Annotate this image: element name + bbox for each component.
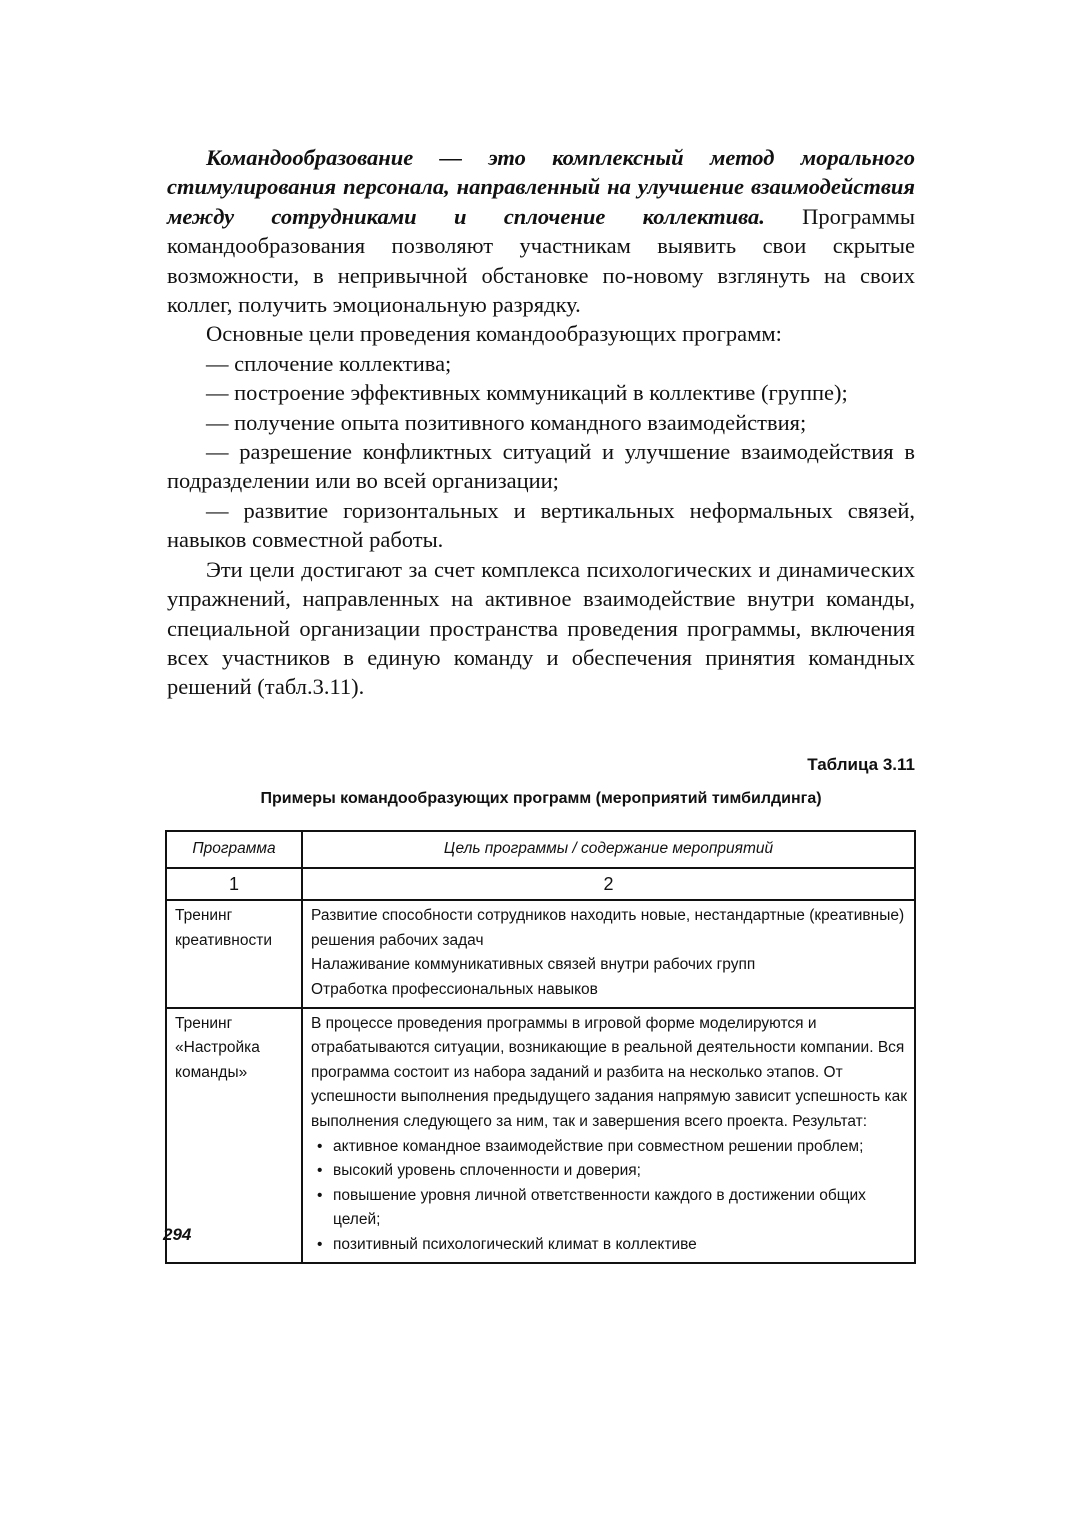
intro-definition: Командообразование — это комплексный метод морального стимулирования персонала, направленный на улучшение взаимодействия между сотрудниками и сплочение коллектива. <box>167 145 915 229</box>
conclusion-paragraph: Эти цели достигают за счет комплекса психологических и динамических упражнений, направленных на активное взаимодействие внутри команды, специальной организации пространства проведения программы, включения всех участников в единую команду и обеспечения принятия командных решений (табл.3.11). <box>167 556 915 700</box>
header-program: Программа <box>166 831 302 868</box>
header-goal: Цель программы / содержание мероприятий <box>302 831 915 868</box>
result-item: • позитивный психологический климат в коллективе <box>311 1233 908 1258</box>
programs-table <box>165 830 916 1264</box>
body-text <box>167 143 915 702</box>
goal-item: — получение опыта позитивного командного взаимодействия; <box>206 409 807 435</box>
table-row <box>166 1008 915 1263</box>
column-number: 2 <box>302 868 915 901</box>
column-number-row <box>166 868 915 901</box>
description-line: Развитие способности сотрудников находить новые, нестандартные (креативные) решения рабочих задач <box>311 907 905 949</box>
table-title: Примеры командообразующих программ (мероприятий тимбилдинга) <box>260 790 822 807</box>
program-description <box>302 1008 915 1263</box>
description-line: Отработка профессиональных навыков <box>311 980 598 998</box>
description-text: В процессе проведения программы в игровой форме моделируются и отрабатываются ситуации, возникающие в реальной деятельности компании. Вся программа состоит из набора заданий и разбита на несколько этапов. От успешности выполнения предыдущего задания напрямую зависит успешность как выполнения следующего за ним, так и завершения всего проекта. Результат: <box>311 1014 908 1130</box>
table-header-row <box>166 831 915 868</box>
program-name: Тренинг креативности <box>166 900 302 1007</box>
page-number: 294 <box>163 1225 192 1244</box>
goal-item: — построение эффективных коммуникаций в коллективе (группе); <box>206 380 848 406</box>
intro-continuation: Программы командообразования позволяют участникам выявить свои скрытые возможности, в непривычной обстановке по-новому взглянуть на своих коллег, получить эмоциональную разрядку. <box>167 203 915 318</box>
result-item: • активное командное взаимодействие при совместном решении проблем; <box>311 1135 908 1160</box>
program-description <box>302 900 915 1007</box>
table-number: Таблица 3.11 <box>807 755 915 774</box>
goals-intro: Основные цели проведения командообразующих программ: <box>206 321 782 347</box>
description-line: Налаживание коммуникативных связей внутри рабочих групп <box>311 956 756 974</box>
goal-item: — сплочение коллектива; <box>206 350 452 376</box>
result-item: • высокий уровень сплоченности и доверия; <box>311 1159 908 1184</box>
result-list <box>311 1135 908 1258</box>
goal-item: — разрешение конфликтных ситуаций и улучшение взаимодействия в подразделении или во всей организации; <box>167 439 915 494</box>
result-item: • повышение уровня личной ответственности каждого в достижении общих целей; <box>311 1184 908 1233</box>
intro-paragraph <box>167 143 915 319</box>
column-number: 1 <box>166 868 302 901</box>
goal-item: — развитие горизонтальных и вертикальных неформальных связей, навыков совместной работы. <box>167 497 915 553</box>
program-name: Тренинг «Настройка команды» <box>166 1008 302 1263</box>
table-row <box>166 900 915 1007</box>
